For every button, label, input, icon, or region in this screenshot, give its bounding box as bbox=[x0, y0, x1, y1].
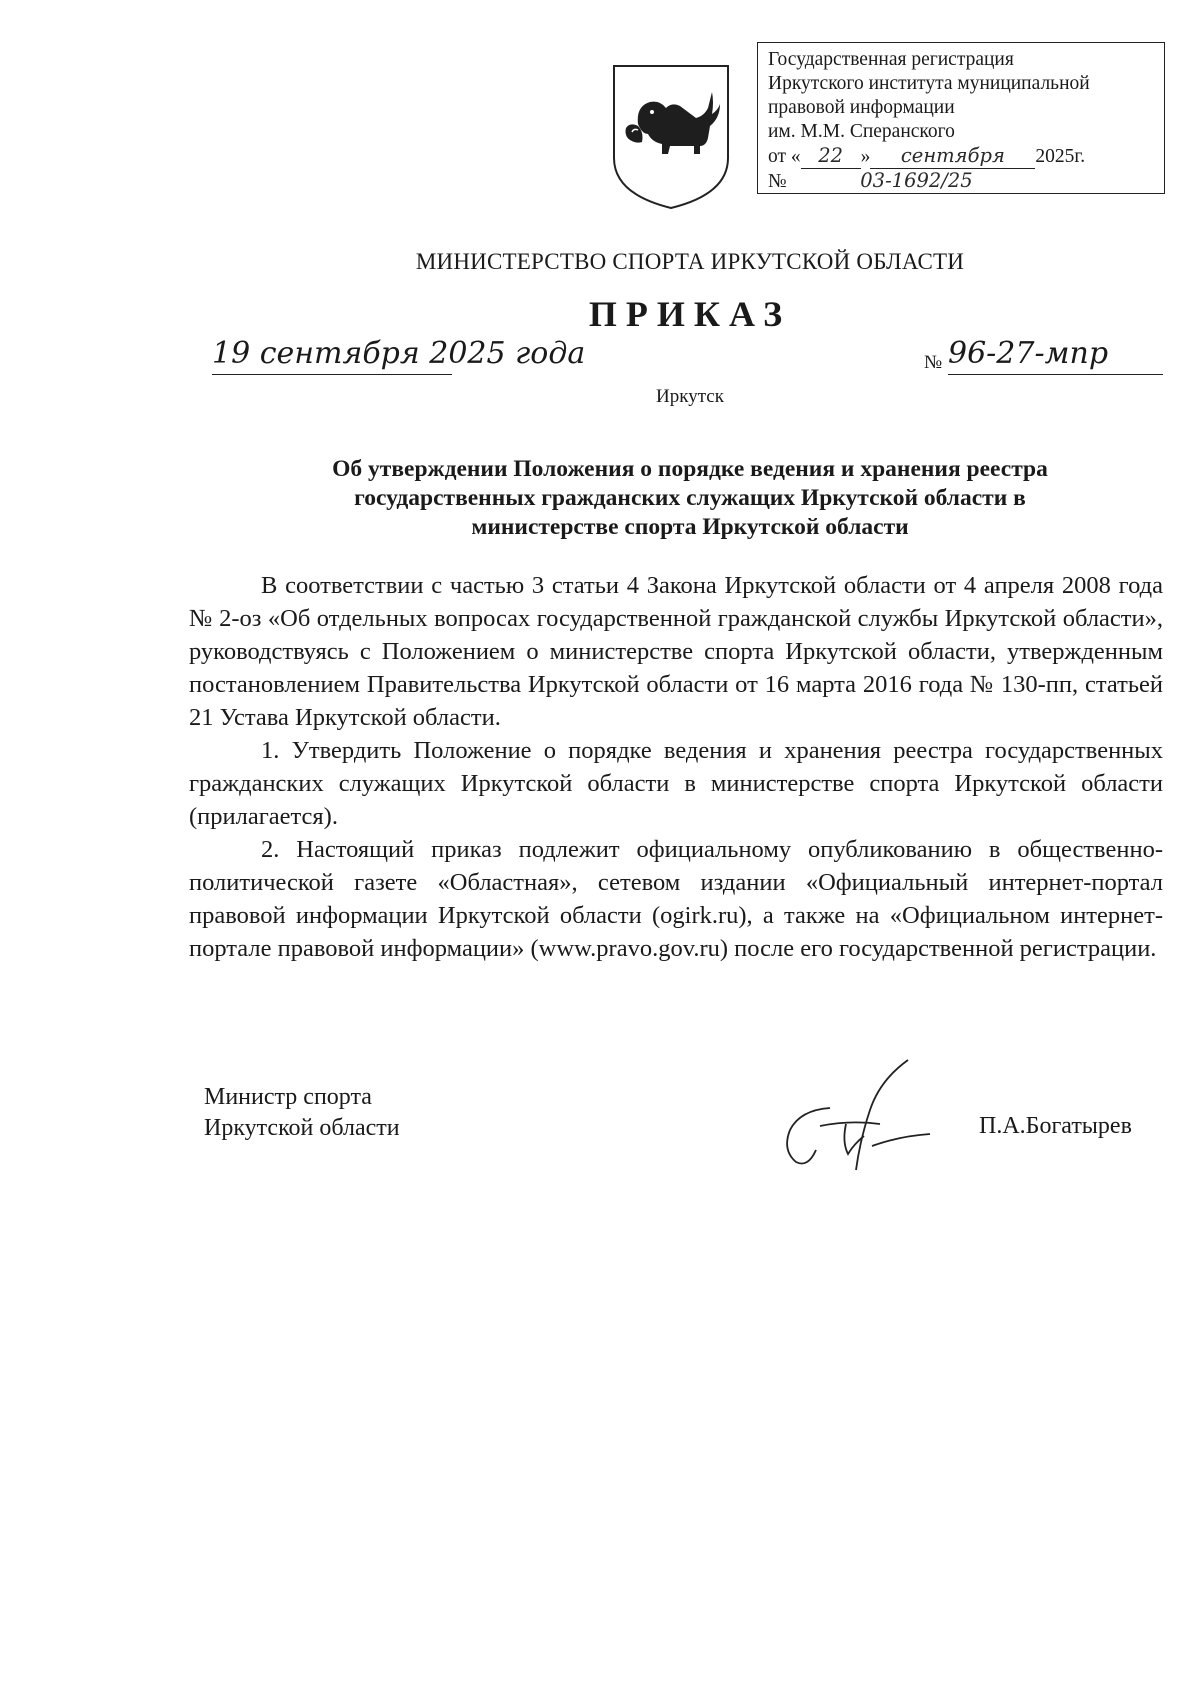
registration-date bbox=[768, 144, 1164, 169]
registration-line: Государственная регистрация bbox=[768, 49, 1014, 70]
signatory-role-line: Министр спорта bbox=[204, 1084, 372, 1110]
order-number: 96-27-мпр bbox=[948, 336, 1163, 375]
title-line: государственных гражданских служащих Иркутской области в bbox=[354, 485, 1026, 511]
signatory-role-line: Иркутской области bbox=[204, 1115, 400, 1141]
registration-stamp bbox=[757, 42, 1165, 194]
registration-line: Иркутского института муниципальной bbox=[768, 73, 1090, 94]
handwritten-signature bbox=[760, 1050, 940, 1180]
order-date: 19 сентября 2025 года bbox=[212, 336, 452, 375]
registration-number-value: 03-1692/25 bbox=[791, 169, 1041, 194]
ministry-name: МИНИСТЕРСТВО СПОРТА ИРКУТСКОЙ ОБЛАСТИ bbox=[415, 249, 965, 274]
registration-number-prefix: № bbox=[768, 171, 787, 192]
signatory-role bbox=[204, 1082, 400, 1144]
body-paragraph: В соответствии с частью 3 статьи 4 Закона Иркутской области от 4 апреля 2008 года № 2-оз «Об отдельных вопросах государственной гражданской службы Иркутской области», руководствуясь с Положением о министерстве спорта Иркутской области, утвержденным постановлением Правительства Иркутской области от 16 марта 2016 года № 130-пп, статьей 21 Устава Иркутской области. bbox=[189, 572, 1163, 731]
registration-date-suffix: г. bbox=[1074, 146, 1086, 167]
signatory-name: П.А.Богатырев bbox=[979, 1113, 1132, 1139]
registration-line: им. М.М. Сперанского bbox=[768, 121, 955, 142]
document-title bbox=[220, 455, 1160, 542]
title-line: министерстве спорта Иркутской области bbox=[471, 514, 909, 540]
body-paragraph: 2. Настоящий приказ подлежит официальному опубликованию в общественно-политической газете «Областная», сетевом издании «Официальный интернет-портал правовой информации Иркутской области (ogirk.ru), а также на «Официальном интернет-портале правовой информации» (www.pravo.gov.ru) после его государственной регистрации. bbox=[189, 836, 1163, 962]
registration-date-day: 22 bbox=[801, 144, 861, 169]
order-number-label: № bbox=[924, 352, 943, 373]
title-line: Об утверждении Положения о порядке ведения и хранения реестра bbox=[332, 456, 1048, 482]
document-body bbox=[189, 569, 1163, 965]
document-type: ПРИКАЗ bbox=[588, 294, 792, 334]
body-paragraph: 1. Утвердить Положение о порядке ведения и хранения реестра государственных гражданских служащих Иркутской области в министерстве спорта Иркутской области (прилагается). bbox=[189, 737, 1163, 830]
registration-date-month: сентября bbox=[870, 144, 1035, 169]
registration-date-prefix: от « bbox=[768, 146, 801, 167]
irkutsk-coat-of-arms-icon bbox=[608, 62, 734, 210]
registration-number bbox=[768, 169, 1164, 194]
city: Иркутск bbox=[656, 386, 724, 407]
registration-date-mid: » bbox=[860, 146, 871, 167]
registration-date-year: 2025 bbox=[1035, 146, 1075, 167]
registration-line: правовой информации bbox=[768, 97, 955, 118]
